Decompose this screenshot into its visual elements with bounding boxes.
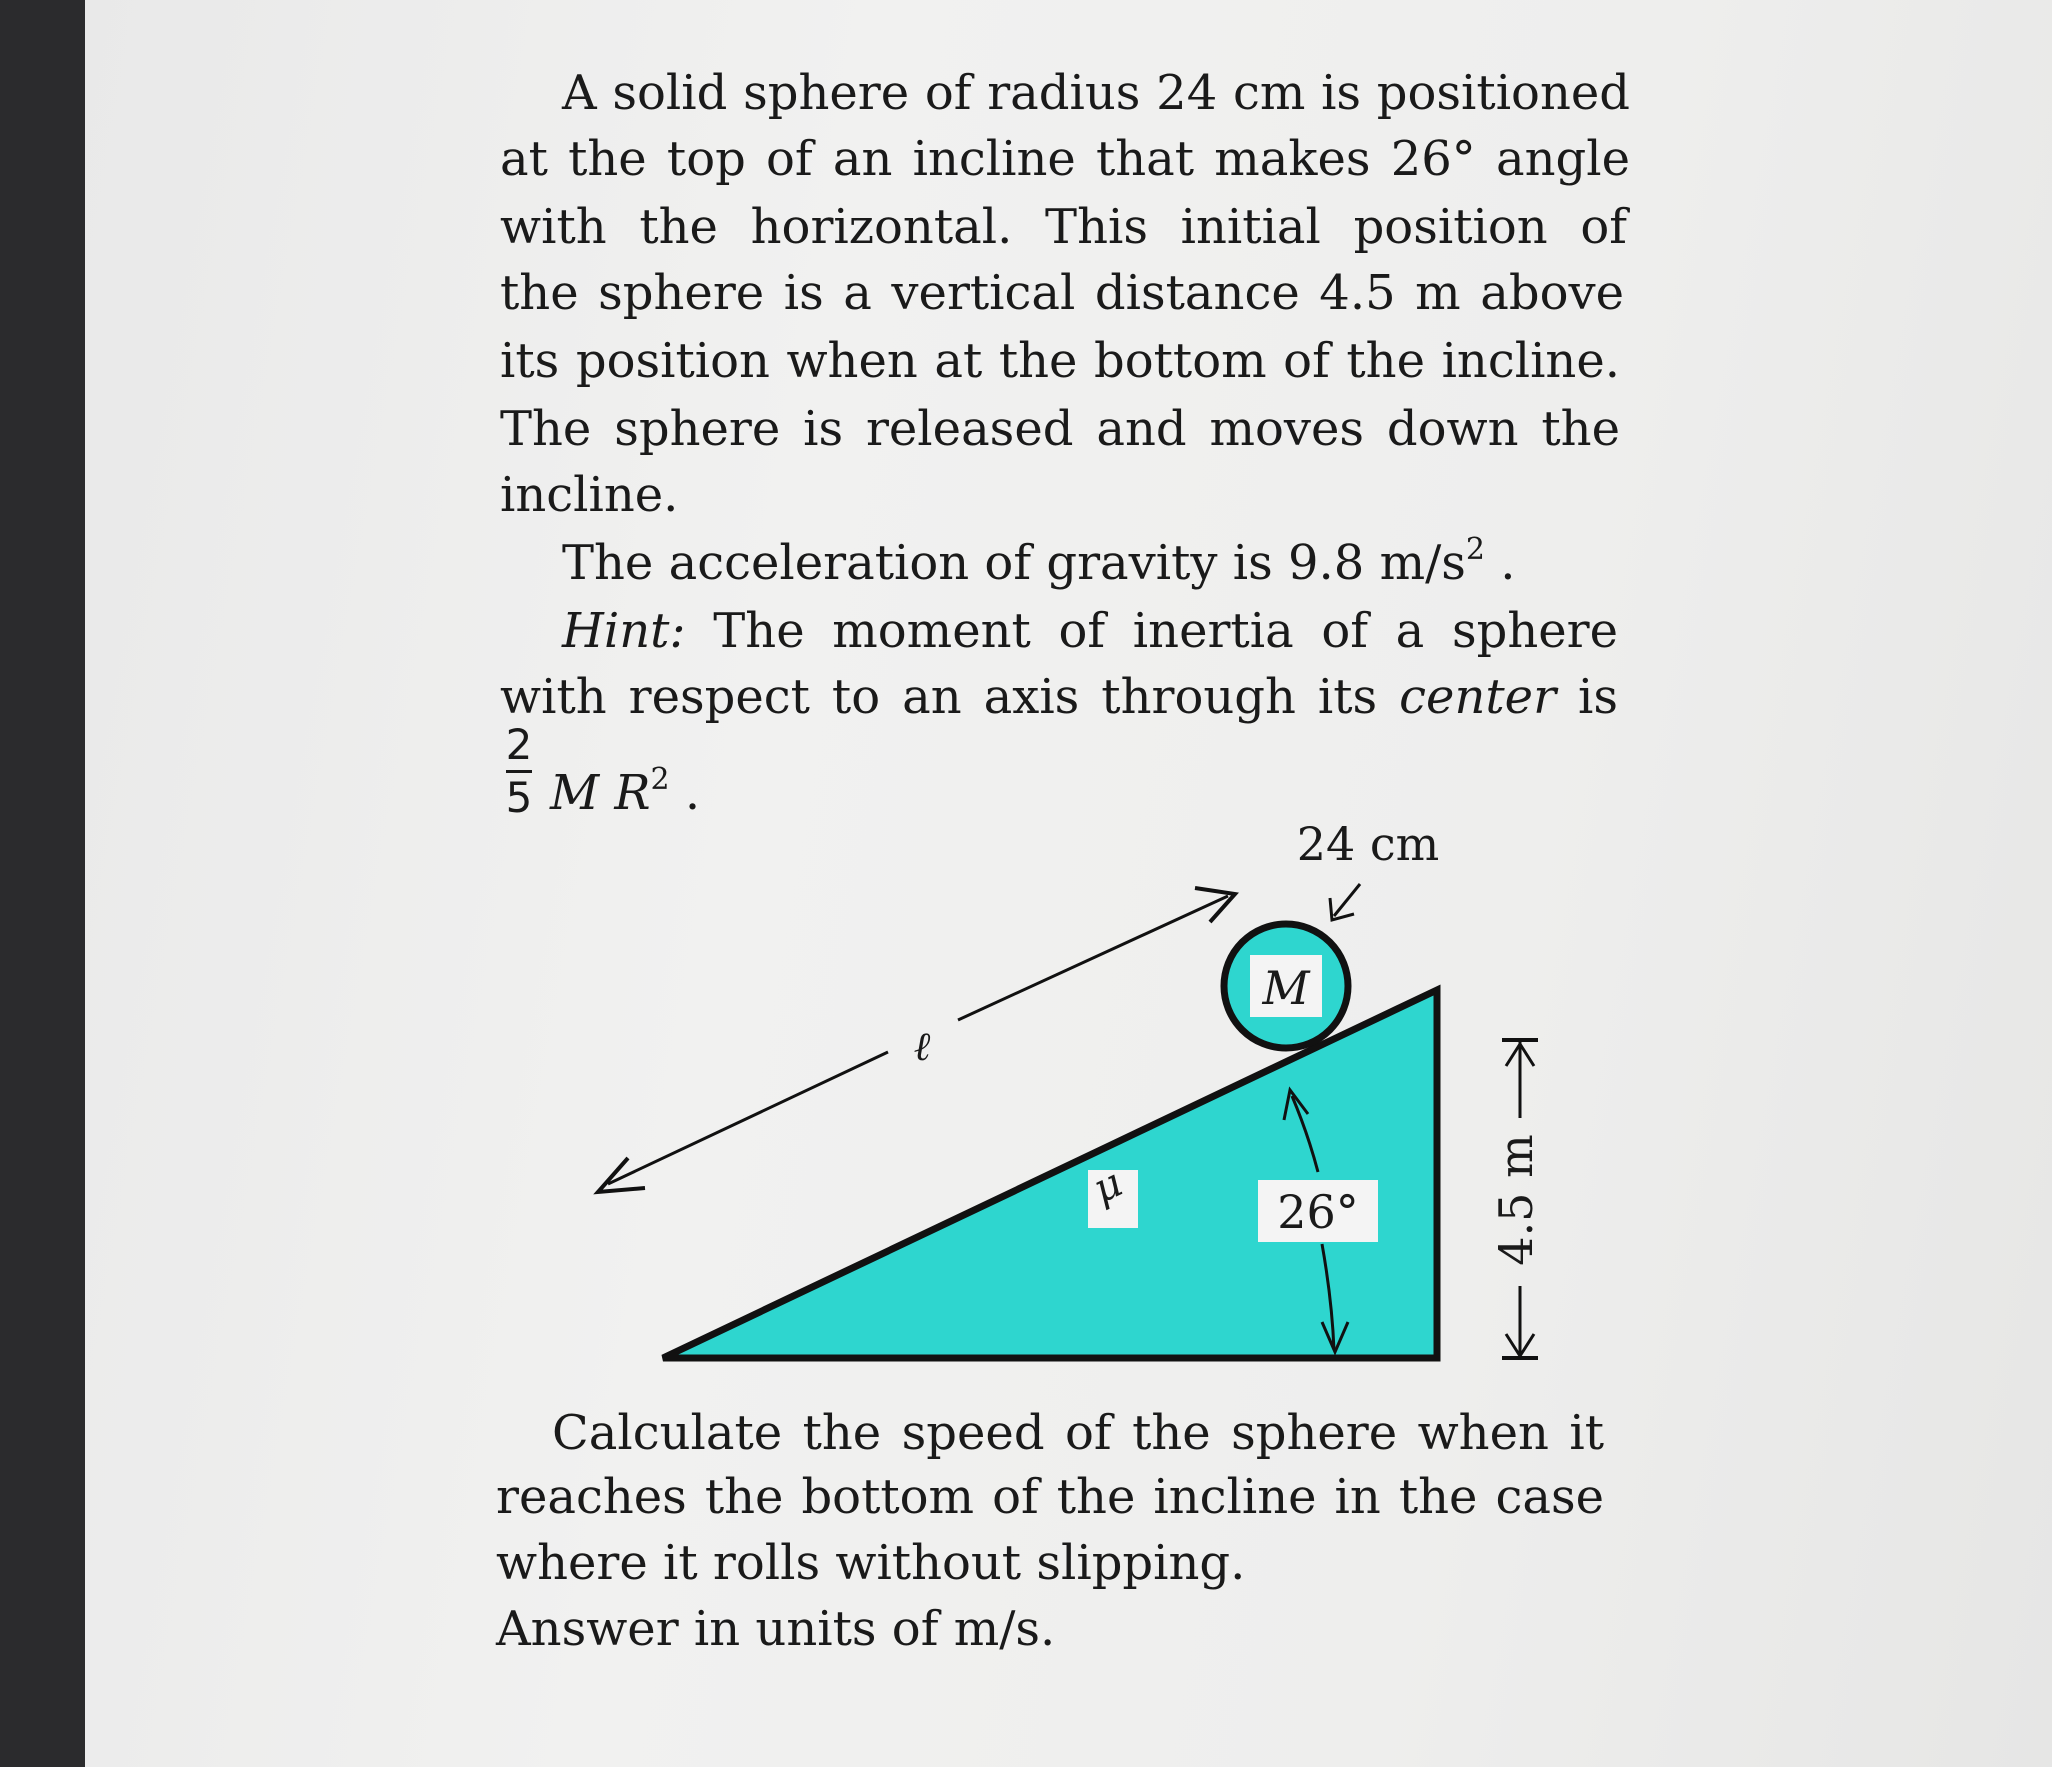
inertia-exponent: 2 [650, 762, 670, 797]
length-arrowhead-top [1195, 888, 1235, 922]
angle-label: 26° [1277, 1185, 1359, 1239]
answer-prefix: Answer in units of [496, 1601, 954, 1657]
answer-line [496, 1596, 1055, 1663]
gravity-exponent: 2 [1465, 532, 1486, 567]
gravity-suffix: . [1485, 535, 1516, 591]
hint-text-2: with respect to an axis through its [500, 669, 1400, 725]
mass-label: M [1262, 961, 1310, 1015]
inertia-suffix: . [669, 765, 701, 821]
hint-text-2-suffix: is [1556, 669, 1618, 725]
problem-line-1: A solid sphere of radius 24 cm is positioned [562, 65, 1630, 121]
fraction-numerator: 2 [505, 720, 533, 769]
hint-label: Hint: [562, 603, 686, 659]
answer-suffix: . [1040, 1601, 1056, 1657]
height-label: 4.5 m [1489, 1134, 1543, 1266]
problem-line-4: the sphere is a vertical distance 4.5 m above [500, 265, 1624, 321]
length-arrowhead-bottom [598, 1158, 645, 1192]
question-line-1: Calculate the speed of the sphere when it [552, 1405, 1604, 1461]
answer-unit: m/s [953, 1601, 1041, 1657]
length-arrow-upper [958, 896, 1228, 1020]
incline-triangle [663, 990, 1437, 1358]
hint-text-1: The moment of inertia of a sphere [685, 603, 1618, 659]
length-label: ℓ [913, 1024, 931, 1070]
problem-line-2: at the top of an incline that makes 26° angle [500, 131, 1630, 187]
inertia-mr: M R [550, 765, 651, 821]
gravity-text: The acceleration of gravity is 9.8 m/s [562, 535, 1466, 591]
question-line-2: reaches the bottom of the incline in the case [496, 1469, 1604, 1525]
problem-line-7: incline. [500, 467, 679, 523]
friction-label: μ [1086, 1159, 1130, 1213]
radius-arrow [1334, 884, 1360, 916]
radius-arrowhead [1330, 898, 1354, 920]
problem-line-3: with the horizontal. This initial position of [500, 199, 1627, 255]
problem-line-6: The sphere is released and moves down the [500, 401, 1620, 457]
radius-label: 24 cm [1296, 817, 1440, 871]
fraction-denominator: 5 [505, 773, 533, 822]
question-line-3: where it rolls without slipping. [496, 1535, 1246, 1591]
hint-center: center [1399, 669, 1557, 725]
length-arrow-lower [608, 1052, 888, 1184]
problem-line-5: its position when at the bottom of the incline. [500, 333, 1620, 389]
